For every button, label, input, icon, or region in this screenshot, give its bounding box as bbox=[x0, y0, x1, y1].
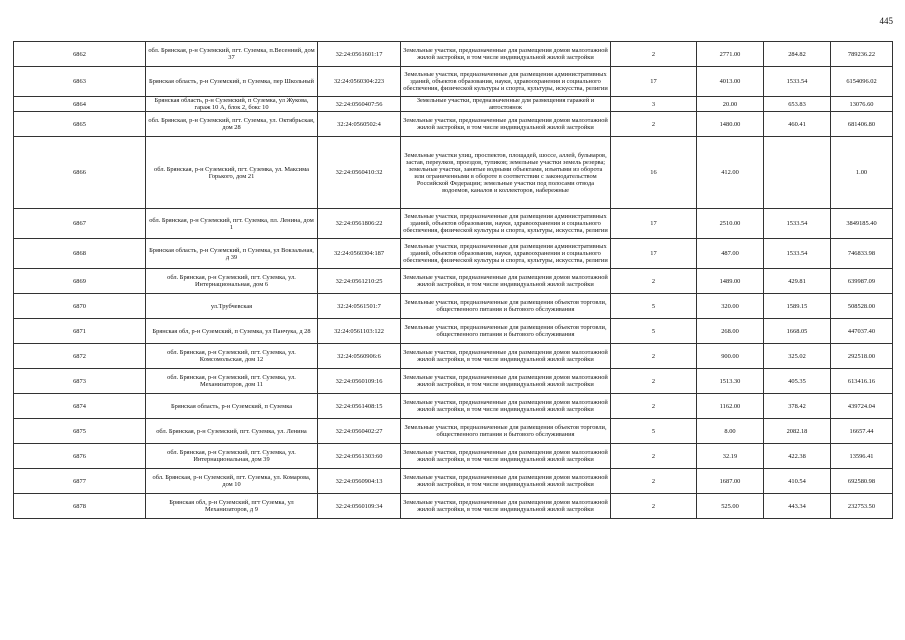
area-cell: 1687.00 bbox=[697, 469, 764, 494]
rate-cell: 1589.15 bbox=[764, 294, 831, 319]
rate-cell: 1533.54 bbox=[764, 239, 831, 269]
address-cell: обл. Брянская, р-н Суземский, пгт. Суземка, ул. Комарова, дом 10 bbox=[146, 469, 318, 494]
table-row bbox=[14, 369, 893, 394]
area-cell: 2771.00 bbox=[697, 42, 764, 67]
table-row bbox=[14, 67, 893, 97]
area-cell: 320.00 bbox=[697, 294, 764, 319]
table-row bbox=[14, 137, 893, 209]
land-use-cell: Земельные участки, предназначенные для размещения объектов торговли, общественного питания и бытового обслуживания bbox=[401, 294, 611, 319]
table-row bbox=[14, 419, 893, 444]
rate-cell: 653.83 bbox=[764, 97, 831, 112]
area-cell: 1162.00 bbox=[697, 394, 764, 419]
area-cell: 412.00 bbox=[697, 137, 764, 209]
land-use-cell: Земельные участки улиц, проспектов, площадей, шоссе, аллей, бульваров, застав, переулков, проездов, тупиков; земельные участки земель резерва; земельные участки, занятые водными объектами, изъятыми из оборота или ограниченными в обороте в соответствии с законодательством Российской Федерации; земельные участки под полосами отвода водоемов, каналов и коллекторов, набережные bbox=[401, 137, 611, 209]
group-cell: 2 bbox=[611, 469, 697, 494]
cadastral-number-cell: 32:24:0561303:60 bbox=[318, 444, 401, 469]
cadastral-number-cell: 32:24:0560410:32 bbox=[318, 137, 401, 209]
cadastral-number-cell: 32:24:0560109:34 bbox=[318, 494, 401, 519]
cadastral-value-cell: 789236.22 bbox=[831, 42, 893, 67]
rate-cell: 378.42 bbox=[764, 394, 831, 419]
address-cell: обл. Брянская, р-н Суземский, пгт. Суземка, ул. Комсомольская, дом 12 bbox=[146, 344, 318, 369]
row-number: 6869 bbox=[14, 269, 146, 294]
area-cell: 487.00 bbox=[697, 239, 764, 269]
row-number: 6877 bbox=[14, 469, 146, 494]
area-cell: 1513.30 bbox=[697, 369, 764, 394]
row-number: 6874 bbox=[14, 394, 146, 419]
table-row bbox=[14, 319, 893, 344]
cadastral-number-cell: 32:24:0560502:4 bbox=[318, 112, 401, 137]
table-row bbox=[14, 344, 893, 369]
area-cell: 268.00 bbox=[697, 319, 764, 344]
area-cell: 4013.00 bbox=[697, 67, 764, 97]
table-body bbox=[14, 42, 893, 519]
table-row bbox=[14, 394, 893, 419]
group-cell: 17 bbox=[611, 67, 697, 97]
cadastral-number-cell: 32:24:0560304:187 bbox=[318, 239, 401, 269]
rate-cell bbox=[764, 137, 831, 209]
cadastral-number-cell: 32:24:0561806:22 bbox=[318, 209, 401, 239]
group-cell: 3 bbox=[611, 97, 697, 112]
group-cell: 2 bbox=[611, 494, 697, 519]
cadastral-value-cell: 447037.40 bbox=[831, 319, 893, 344]
row-number: 6866 bbox=[14, 137, 146, 209]
table-row bbox=[14, 444, 893, 469]
rate-cell: 1533.54 bbox=[764, 209, 831, 239]
land-use-cell: Земельные участки, предназначенные для размещения административных зданий, объектов образования, науки, здравоохранения и социального обеспечения, физической культуры и спорта, культуры, искусства, религии bbox=[401, 209, 611, 239]
address-cell: обл. Брянская, р-н Суземский, пгт. Суземка, ул. Октябрьская, дом 28 bbox=[146, 112, 318, 137]
group-cell: 2 bbox=[611, 42, 697, 67]
cadastral-number-cell: 32:24:0561210:25 bbox=[318, 269, 401, 294]
land-use-cell: Земельные участки, предназначенные для размещения объектов торговли, общественного питания и бытового обслуживания bbox=[401, 419, 611, 444]
land-use-cell: Земельные участки, предназначенные для размещения административных зданий, объектов образования, науки, здравоохранения и социального обеспечения, физической культуры и спорта, культуры, искусства, религии bbox=[401, 67, 611, 97]
land-use-cell: Земельные участки, предназначенные для размещения домов малоэтажной жилой застройки, в том числе индивидуальной жилой застройки bbox=[401, 369, 611, 394]
cadastral-value-cell: 292518.00 bbox=[831, 344, 893, 369]
cadastral-value-cell: 13076.60 bbox=[831, 97, 893, 112]
row-number: 6870 bbox=[14, 294, 146, 319]
rate-cell: 429.81 bbox=[764, 269, 831, 294]
group-cell: 17 bbox=[611, 239, 697, 269]
address-cell: Брянская область, р-н Суземский, п Суземка, ул Вокзальная, д 39 bbox=[146, 239, 318, 269]
group-cell: 17 bbox=[611, 209, 697, 239]
row-number: 6872 bbox=[14, 344, 146, 369]
address-cell: обл. Брянская, р-н Суземский, пгт. Суземка, пл. Ленина, дом 1 bbox=[146, 209, 318, 239]
area-cell: 32.19 bbox=[697, 444, 764, 469]
cadastral-value-cell: 692580.98 bbox=[831, 469, 893, 494]
table-row bbox=[14, 209, 893, 239]
cadastral-number-cell: 32:24:0561501:7 bbox=[318, 294, 401, 319]
land-use-cell: Земельные участки, предназначенные для размещения гаражей и автостоянок bbox=[401, 97, 611, 112]
cadastral-value-cell: 681406.80 bbox=[831, 112, 893, 137]
table-row bbox=[14, 112, 893, 137]
cadastral-value-cell: 613416.16 bbox=[831, 369, 893, 394]
land-use-cell: Земельные участки, предназначенные для размещения объектов торговли, общественного питания и бытового обслуживания bbox=[401, 319, 611, 344]
rate-cell: 1533.54 bbox=[764, 67, 831, 97]
table-row bbox=[14, 269, 893, 294]
cadastral-number-cell: 32:24:0560407:56 bbox=[318, 97, 401, 112]
area-cell: 20.00 bbox=[697, 97, 764, 112]
row-number: 6864 bbox=[14, 97, 146, 112]
area-cell: 2510.00 bbox=[697, 209, 764, 239]
row-number: 6863 bbox=[14, 67, 146, 97]
land-use-cell: Земельные участки, предназначенные для размещения домов малоэтажной жилой застройки, в том числе индивидуальной жилой застройки bbox=[401, 494, 611, 519]
table-row bbox=[14, 494, 893, 519]
cadastral-value-cell: 3849185.40 bbox=[831, 209, 893, 239]
group-cell: 2 bbox=[611, 112, 697, 137]
area-cell: 8.00 bbox=[697, 419, 764, 444]
row-number: 6865 bbox=[14, 112, 146, 137]
address-cell: Брянская область, р-н Суземский, п Суземка bbox=[146, 394, 318, 419]
land-use-cell: Земельные участки, предназначенные для размещения домов малоэтажной жилой застройки, в том числе индивидуальной жилой застройки bbox=[401, 42, 611, 67]
address-cell: Брянская область, р-н Суземский, п Суземка, ул Жукова, гараж 10 А, блок 2, бокс 10 bbox=[146, 97, 318, 112]
address-cell: обл. Брянская, р-н Суземский, пгт. Суземка, ул. Интернациональная, дом 6 bbox=[146, 269, 318, 294]
group-cell: 2 bbox=[611, 394, 697, 419]
table-row bbox=[14, 239, 893, 269]
cadastral-value-cell: 13596.41 bbox=[831, 444, 893, 469]
rate-cell: 405.35 bbox=[764, 369, 831, 394]
land-use-cell: Земельные участки, предназначенные для размещения домов малоэтажной жилой застройки, в том числе индивидуальной жилой застройки bbox=[401, 344, 611, 369]
rate-cell: 410.54 bbox=[764, 469, 831, 494]
cadastral-number-cell: 32:24:0560109:16 bbox=[318, 369, 401, 394]
group-cell: 5 bbox=[611, 294, 697, 319]
row-number: 6873 bbox=[14, 369, 146, 394]
cadastral-value-cell: 16657.44 bbox=[831, 419, 893, 444]
address-cell: обл. Брянская, р-н Суземский, пгт. Суземка, ул. Интернациональная, дом 39 bbox=[146, 444, 318, 469]
cadastral-value-cell: 232753.50 bbox=[831, 494, 893, 519]
group-cell: 2 bbox=[611, 269, 697, 294]
row-number: 6871 bbox=[14, 319, 146, 344]
area-cell: 525.00 bbox=[697, 494, 764, 519]
cadastral-value-cell: 439724.04 bbox=[831, 394, 893, 419]
group-cell: 2 bbox=[611, 444, 697, 469]
rate-cell: 2082.18 bbox=[764, 419, 831, 444]
row-number: 6867 bbox=[14, 209, 146, 239]
rate-cell: 1668.05 bbox=[764, 319, 831, 344]
cadastral-number-cell: 32:24:0561601:17 bbox=[318, 42, 401, 67]
row-number: 6868 bbox=[14, 239, 146, 269]
table-row bbox=[14, 42, 893, 67]
cadastral-value-cell: 639987.09 bbox=[831, 269, 893, 294]
table-row bbox=[14, 97, 893, 112]
cadastral-number-cell: 32:24:0560906:6 bbox=[318, 344, 401, 369]
cadastral-value-table bbox=[13, 41, 893, 519]
address-cell: Брянская область, р-н Суземский, п Суземка, пер Школьный bbox=[146, 67, 318, 97]
land-use-cell: Земельные участки, предназначенные для размещения домов малоэтажной жилой застройки, в том числе индивидуальной жилой застройки bbox=[401, 469, 611, 494]
group-cell: 2 bbox=[611, 344, 697, 369]
cadastral-number-cell: 32:24:0560304:223 bbox=[318, 67, 401, 97]
address-cell: обл. Брянская, р-н Суземский, пгт. Суземка, п.Весенний, дом 37 bbox=[146, 42, 318, 67]
cadastral-value-cell: 508528.00 bbox=[831, 294, 893, 319]
land-use-cell: Земельные участки, предназначенные для размещения домов малоэтажной жилой застройки, в том числе индивидуальной жилой застройки bbox=[401, 269, 611, 294]
area-cell: 900.00 bbox=[697, 344, 764, 369]
row-number: 6878 bbox=[14, 494, 146, 519]
group-cell: 5 bbox=[611, 319, 697, 344]
row-number: 6876 bbox=[14, 444, 146, 469]
group-cell: 5 bbox=[611, 419, 697, 444]
cadastral-number-cell: 32:24:0561408:15 bbox=[318, 394, 401, 419]
rate-cell: 443.34 bbox=[764, 494, 831, 519]
rate-cell: 460.41 bbox=[764, 112, 831, 137]
row-number: 6862 bbox=[14, 42, 146, 67]
address-cell: обл. Брянская, р-н Суземский, пгт. Суземка, ул. Ленина bbox=[146, 419, 318, 444]
address-cell: Брянская обл, р-н Суземский, п Суземка, ул Панчука, д 28 bbox=[146, 319, 318, 344]
rate-cell: 284.82 bbox=[764, 42, 831, 67]
page-number: 445 bbox=[879, 16, 893, 26]
table-row bbox=[14, 294, 893, 319]
land-use-cell: Земельные участки, предназначенные для размещения домов малоэтажной жилой застройки, в том числе индивидуальной жилой застройки bbox=[401, 444, 611, 469]
cadastral-number-cell: 32:24:0561103:122 bbox=[318, 319, 401, 344]
land-use-cell: Земельные участки, предназначенные для размещения домов малоэтажной жилой застройки, в том числе индивидуальной жилой застройки bbox=[401, 394, 611, 419]
land-use-cell: Земельные участки, предназначенные для размещения административных зданий, объектов образования, науки, здравоохранения и социального обеспечения, физической культуры и спорта, культуры, искусства, религии bbox=[401, 239, 611, 269]
cadastral-value-cell: 746833.98 bbox=[831, 239, 893, 269]
address-cell: обл. Брянская, р-н Суземский, пгт. Суземка, ул. Механизаторов, дом 11 bbox=[146, 369, 318, 394]
area-cell: 1480.00 bbox=[697, 112, 764, 137]
area-cell: 1489.00 bbox=[697, 269, 764, 294]
group-cell: 2 bbox=[611, 369, 697, 394]
table-row bbox=[14, 469, 893, 494]
address-cell: Брянская обл, р-н Суземский, пгт Суземка, ул Механизаторов, д 9 bbox=[146, 494, 318, 519]
row-number: 6875 bbox=[14, 419, 146, 444]
address-cell: обл. Брянская, р-н Суземский, пгт. Суземка, ул. Максима Горького, дом 21 bbox=[146, 137, 318, 209]
rate-cell: 325.02 bbox=[764, 344, 831, 369]
cadastral-number-cell: 32:24:0560904:13 bbox=[318, 469, 401, 494]
land-use-cell: Земельные участки, предназначенные для размещения домов малоэтажной жилой застройки, в том числе индивидуальной жилой застройки bbox=[401, 112, 611, 137]
cadastral-number-cell: 32:24:0560402:27 bbox=[318, 419, 401, 444]
address-cell: ул.Трубчевская bbox=[146, 294, 318, 319]
rate-cell: 422.38 bbox=[764, 444, 831, 469]
cadastral-value-cell: 6154096.02 bbox=[831, 67, 893, 97]
group-cell: 16 bbox=[611, 137, 697, 209]
cadastral-value-cell: 1.00 bbox=[831, 137, 893, 209]
